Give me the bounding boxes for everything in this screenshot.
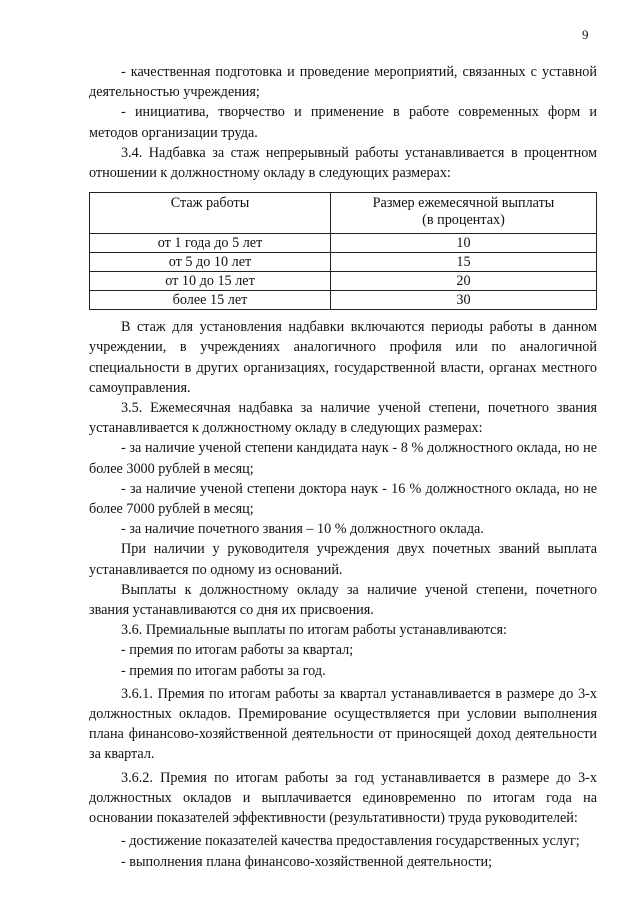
table-header-row bbox=[90, 193, 597, 234]
table-cell-percent: 20 bbox=[331, 272, 597, 291]
table-row bbox=[90, 253, 597, 272]
paragraph: При наличии у руководителя учреждения двух почетных званий выплата устанавливается по одному из оснований. bbox=[89, 541, 597, 578]
paragraph: Выплаты к должностному окладу за наличие ученой степени, почетного звания устанавливаются со дня их присвоения. bbox=[89, 581, 597, 619]
table-cell-range: более 15 лет bbox=[90, 291, 331, 310]
paragraph: - выполнения плана финансово-хозяйственной деятельности; bbox=[121, 853, 493, 870]
seniority-table bbox=[89, 192, 597, 310]
paragraph: 3.6.2. Премия по итогам работы за год устанавливается в размере до 3-х должностных окладов и выплачивается единовременно по итогам года на основании показателей эффективности (результативности) труда руководителей: bbox=[89, 769, 597, 827]
table-cell-range: от 5 до 10 лет bbox=[90, 253, 331, 272]
paragraph: - за наличие почетного звания – 10 % должностного оклада. bbox=[121, 521, 484, 538]
paragraph: - достижение показателей качества предоставления государственных услуг; bbox=[121, 833, 580, 850]
table-cell-percent: 10 bbox=[331, 234, 597, 253]
paragraph: - премия по итогам работы за квартал; bbox=[121, 642, 354, 659]
table-cell-range: от 1 года до 5 лет bbox=[90, 234, 331, 253]
document-body bbox=[89, 62, 597, 872]
table-header-cell bbox=[90, 193, 331, 234]
paragraph: 3.5. Ежемесячная надбавка за наличие ученой степени, почетного звания устанавливается к должностному окладу в следующих размерах: bbox=[89, 400, 597, 437]
header-payment: Размер ежемесячной выплаты bbox=[372, 195, 555, 212]
header-seniority: Стаж работы bbox=[170, 195, 250, 212]
table-row bbox=[90, 234, 597, 253]
table-cell-percent: 30 bbox=[331, 291, 597, 310]
table-header-cell bbox=[331, 193, 597, 234]
table-cell-percent: 15 bbox=[331, 253, 597, 272]
paragraph: - премия по итогам работы за год. bbox=[121, 662, 326, 679]
paragraph: 3.6. Премиальные выплаты по итогам работы устанавливаются: bbox=[121, 622, 507, 639]
paragraph: - за наличие ученой степени доктора наук - 16 % должностного оклада, но не более 7000 рублей в месяц; bbox=[89, 480, 597, 518]
table-row bbox=[90, 291, 597, 310]
paragraph: - за наличие ученой степени кандидата наук - 8 % должностного оклада, но не более 3000 рублей в месяц; bbox=[89, 440, 597, 477]
table-cell-range: от 10 до 15 лет bbox=[90, 272, 331, 291]
header-payment-unit: (в процентах) bbox=[422, 212, 505, 229]
paragraph: 3.6.1. Премия по итогам работы за квартал устанавливается в размере до 3-х должностных окладов. Премирование осуществляется при условии выполнения плана финансово-хозяйственной деятельности от приносящей доход деятельности за квартал. bbox=[89, 685, 597, 763]
paragraph: В стаж для установления надбавки включаются периоды работы в данном учреждении, в учреждениях аналогичного профиля или по аналогичной специальности в других организациях, государственной власти, органах местного самоуправления. bbox=[89, 319, 597, 396]
paragraph: - качественная подготовка и проведение мероприятий, связанных с уставной деятельностью учреждения; bbox=[89, 64, 597, 101]
paragraph: - инициатива, творчество и применение в работе современных форм и методов организации труда. bbox=[89, 104, 597, 141]
paragraph: 3.4. Надбавка за стаж непрерывный работы устанавливается в процентном отношении к должностному окладу в следующих размерах: bbox=[89, 144, 597, 182]
table-row bbox=[90, 272, 597, 291]
page-number: 9 bbox=[582, 27, 589, 42]
